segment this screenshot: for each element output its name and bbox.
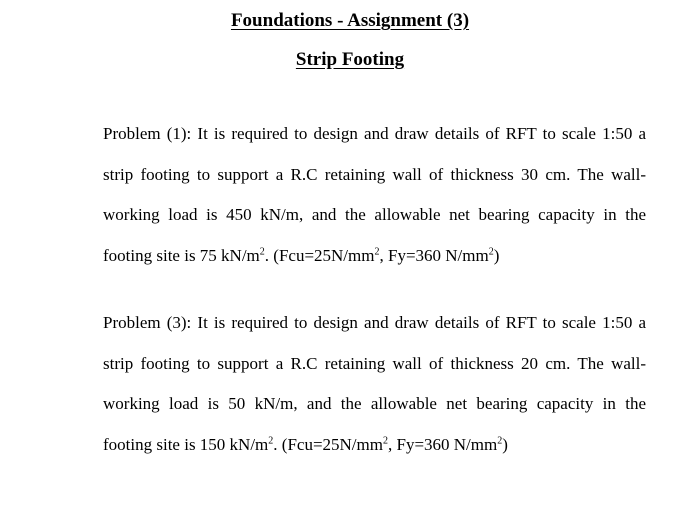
- superscript: 2: [268, 434, 274, 446]
- superscript: 2: [497, 434, 503, 446]
- superscript: 2: [374, 245, 380, 257]
- problem-3-line-3: working load is 50 kN/m, and the allowable net bearing capacity in the: [103, 394, 646, 413]
- problem-1-fy-text: , Fy=360 N/mm: [379, 245, 489, 265]
- problem-3-line-1: Problem (3): It is required to design and draw details of RFT to scale 1:50 a: [103, 313, 646, 332]
- problem-3-paragraph: [103, 311, 646, 473]
- problem-1-paragraph: [103, 122, 646, 284]
- problem-1-line-1: Problem (1): It is required to design and draw details of RFT to scale 1:50 a: [103, 124, 646, 143]
- problem-1-bearing-capacity-text: footing site is 75 kN/m: [103, 245, 260, 265]
- problem-3-bearing-capacity-text: footing site is 150 kN/m: [103, 434, 269, 454]
- document-subtitle: Strip Footing: [295, 49, 405, 70]
- problem-1-line-4: [103, 244, 646, 285]
- problem-1-fcu-text: . (Fcu=25N/mm: [264, 245, 375, 265]
- problem-3-fy-text: , Fy=360 N/mm: [387, 434, 498, 454]
- closing-paren: ): [502, 434, 508, 454]
- problem-1-line-3: working load is 450 kN/m, and the allowable net bearing capacity in the: [103, 205, 646, 224]
- superscript: 2: [382, 434, 388, 446]
- problem-3-line-4: [103, 433, 646, 474]
- superscript: 2: [488, 245, 494, 257]
- closing-paren: ): [493, 245, 500, 265]
- superscript: 2: [259, 245, 265, 257]
- problem-1-line-2: strip footing to support a R.C retaining wall of thickness 30 cm. The wall-: [103, 164, 646, 184]
- document-title: Foundations - Assignment (3): [230, 10, 470, 31]
- problem-3-fcu-text: . (Fcu=25N/mm: [273, 434, 383, 454]
- problem-3-line-2: strip footing to support a R.C retaining wall of thickness 20 cm. The wall-: [103, 353, 646, 373]
